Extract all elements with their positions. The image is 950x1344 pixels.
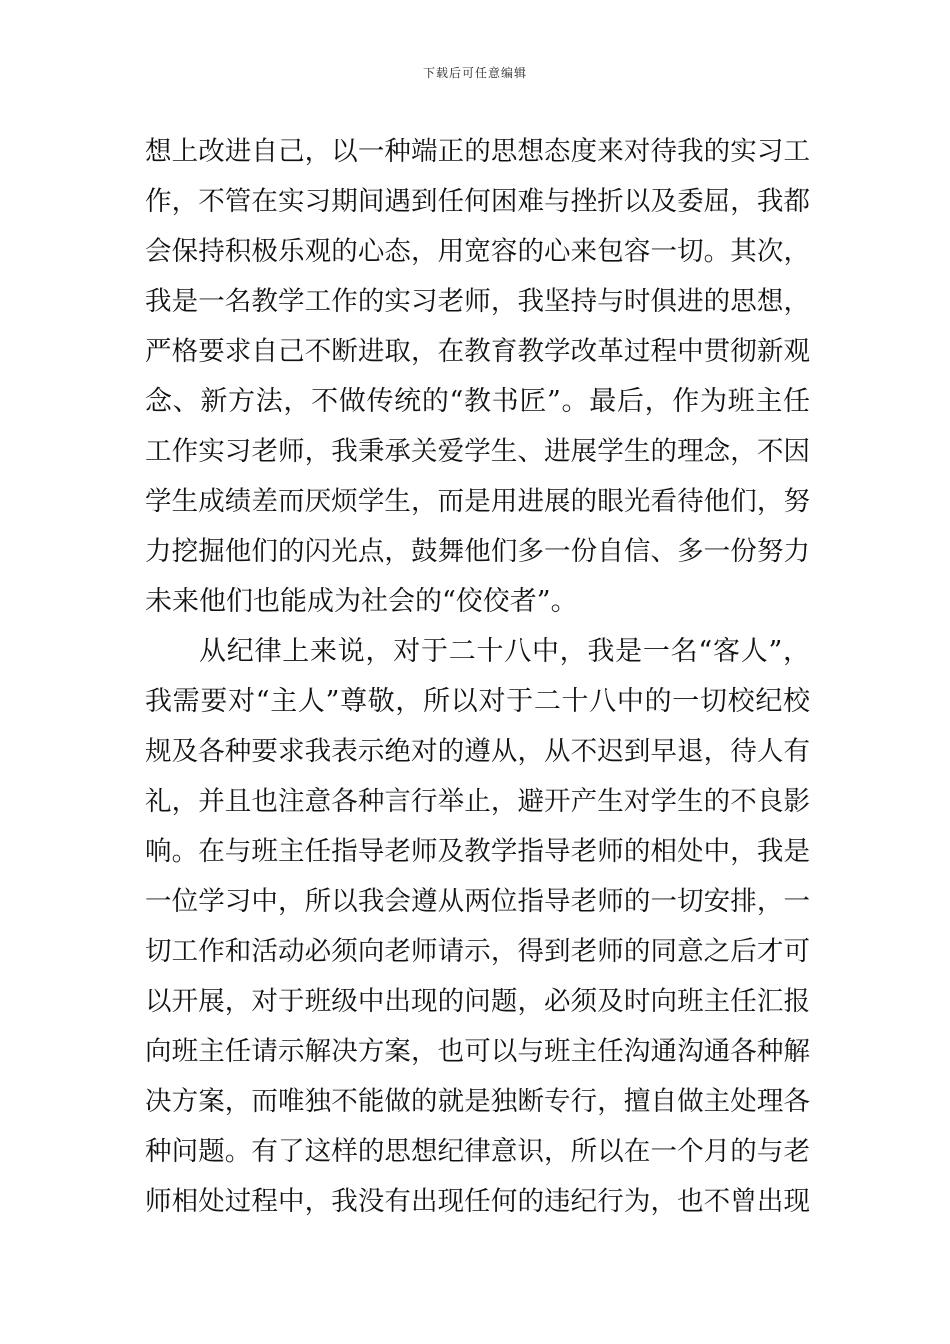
text-line: 严格要求自己不断进取，在教育教学改革过程中贯彻新观	[145, 336, 810, 367]
text-line: 向班主任请示解决方案，也可以与班主任沟通沟通各种解	[145, 1036, 810, 1067]
text-line: 师相处过程中，我没有出现任何的违纪行为，也不曾出现	[145, 1186, 810, 1217]
text-line: 念、新方法，不做传统的“教书匠”。最后，作为班主任	[145, 386, 810, 417]
text-line: 种问题。有了这样的思想纪律意识，所以在一个月的与老	[145, 1136, 810, 1167]
text-line: 我需要对“主人”尊敬，所以对于二十八中的一切校纪校	[145, 686, 810, 717]
text-line: 会保持积极乐观的心态，用宽容的心来包容一切。其次，	[145, 236, 810, 267]
page-header: 下载后可任意编辑	[422, 66, 527, 80]
text-line: 决方案，而唯独不能做的就是独断专行，擅自做主处理各	[145, 1086, 810, 1117]
text-line: 工作实习老师，我秉承关爱学生、进展学生的理念，不因	[145, 436, 810, 467]
text-line: 从纪律上来说，对于二十八中，我是一名“客人”，	[199, 636, 810, 667]
text-line: 未来他们也能成为社会的“佼佼者”。	[145, 586, 578, 617]
text-line: 一位学习中，所以我会遵从两位指导老师的一切安排，一	[145, 886, 810, 917]
text-line: 规及各种要求我表示绝对的遵从，从不迟到早退，待人有	[145, 736, 810, 767]
text-line: 我是一名教学工作的实习老师，我坚持与时俱进的思想，	[145, 286, 810, 317]
text-line: 切工作和活动必须向老师请示，得到老师的同意之后才可	[145, 936, 810, 967]
text-line: 学生成绩差而厌烦学生，而是用进展的眼光看待他们，努	[145, 486, 810, 517]
text-line: 以开展，对于班级中出现的问题，必须及时向班主任汇报	[145, 986, 810, 1017]
text-line: 礼，并且也注意各种言行举止，避开产生对学生的不良影	[145, 786, 810, 817]
text-line: 响。在与班主任指导老师及教学指导老师的相处中，我是	[145, 836, 810, 867]
text-line: 力挖掘他们的闪光点，鼓舞他们多一份自信、多一份努力	[145, 536, 810, 567]
text-line: 想上改进自己，以一种端正的思想态度来对待我的实习工	[145, 136, 810, 167]
text-line: 作，不管在实习期间遇到任何困难与挫折以及委屈，我都	[145, 186, 810, 217]
document-body	[145, 127, 810, 1227]
